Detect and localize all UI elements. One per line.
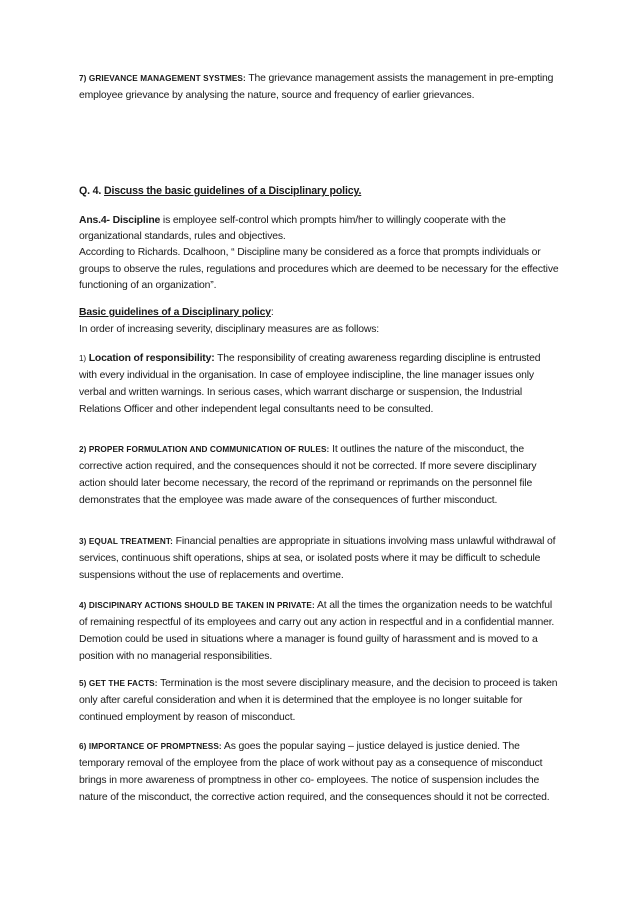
answer-quote: According to Richards. Dcalhoon, “ Discipline many be considered as a force that prompts individuals or groups to observe the rules, regulations and procedures which are deemed to be necessary for the effective functioning of an organization”. [79, 247, 559, 291]
point-2 [79, 441, 561, 509]
point-3-text: Financial penalties are appropriate in situations involving mass unlawful withdrawal of services, continuous shift operations, ships at sea, or isolated posts where it may be difficult to schedule suspensions without the use of replacements and overtime. [79, 536, 556, 581]
answer-text: is employee self-control which prompts him/her to willingly cooperate with the organizational standards, rules and objectives. [79, 215, 506, 243]
point-6 [79, 738, 561, 806]
point-3 [79, 533, 561, 584]
grievance-text: The grievance management assists the management in pre-empting employee grievance by analysing the nature, source and frequency of earlier grievances. [79, 73, 554, 101]
answer-section [79, 213, 561, 294]
grievance-section [79, 70, 561, 104]
guidelines-heading: Basic guidelines of a Disciplinary policy [79, 307, 271, 318]
point-4-text: At all the times the organization needs to be watchful of remaining respectful of its employees and carry out any action in respectful and in a confidential manner. Demotion could be used in situations where a manager is found guilty of harassment and is moved to a position with no managerial responsibilities. [79, 600, 555, 662]
point-1 [79, 350, 561, 418]
point-6-text: As goes the popular saying – justice delayed is justice denied. The temporary removal of the employee from the place of work without pay as a consequence of misconduct brings in more awareness of promptness in other co- employees. The notice of suspension includes the nature of the misconduct, the corrective action required, and the consequences should it not be corrected. [79, 741, 550, 803]
point-4 [79, 597, 561, 665]
question-text: Discuss the basic guidelines of a Disciplinary policy. [104, 185, 362, 197]
point-3-heading: 3) EQUAL TREATMENT: [79, 537, 173, 546]
point-5-text: Termination is the most severe disciplinary measure, and the decision to proceed is taken only after careful consideration and when it is determined that the employee is no longer suitable for continued employment by reason of misconduct. [79, 678, 558, 723]
point-1-heading: Location of responsibility: [85, 353, 215, 364]
point-6-heading: 6) IMPORTANCE OF PROMPTNESS: [79, 742, 222, 751]
point-2-heading: 2) PROPER FORMULATION AND COMMUNICATION OF RULES: [79, 445, 330, 454]
guidelines-heading-suffix: : [270, 307, 274, 318]
answer-label: Ans.4- Discipline [79, 215, 161, 226]
guidelines-section [79, 304, 561, 338]
point-5 [79, 675, 561, 726]
guidelines-intro: In order of increasing severity, disciplinary measures are as follows: [79, 324, 380, 335]
point-4-heading: 4) DISCIPINARY ACTIONS SHOULD BE TAKEN IN PRIVATE: [79, 601, 315, 610]
point-2-text: It outlines the nature of the misconduct, the corrective action required, and the consequences should it not be corrected. If more severe disciplinary action should later become necessary, the record of the reprimand or reprimands on the personnel file demonstrates that the employee was made aware of the consequences of further misconduct. [79, 444, 537, 506]
point-1-number: 1) [79, 354, 86, 363]
grievance-heading: 7) GRIEVANCE MANAGEMENT SYSTMES: [79, 74, 246, 83]
question-line [79, 183, 561, 200]
question-label: Q. 4. [79, 185, 102, 197]
point-1-text: The responsibility of creating awareness regarding discipline is entrusted with every individual in the organisation. In case of employee indiscipline, the line manager issues only verbal and written warnings. In serious cases, which warrant discharge or suspension, the Industrial Relations Officer and other independent legal consultants need to be consulted. [79, 353, 541, 415]
point-5-heading: 5) GET THE FACTS: [79, 679, 158, 688]
